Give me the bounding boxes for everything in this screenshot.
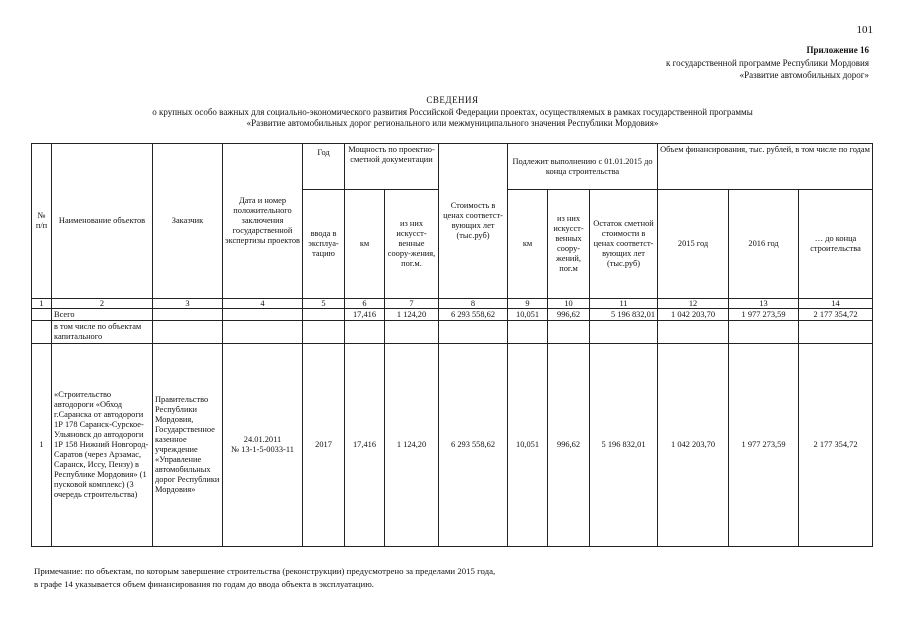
appendix-line-1: к государственной программе Республики Мордовия: [666, 57, 869, 68]
row-expertise-date: 24.01.2011: [243, 435, 282, 444]
header-end: … до конца строительства: [799, 190, 873, 299]
col-number: 7: [385, 299, 439, 309]
subtotal-empty: [32, 321, 52, 344]
column-number-row: [32, 299, 873, 309]
subtotal-empty: [658, 321, 729, 344]
subtotal-empty: [303, 321, 345, 344]
header-cost: Стоимость в ценах соответст-вующих лет (тыс.руб): [439, 144, 508, 299]
footnote-line-1: Примечание: по объектам, по которым завершение строительства (реконструкции) предусмотрено за пределами 2015 года,: [34, 566, 496, 576]
total-km: 17,416: [345, 309, 385, 321]
page-number: 101: [856, 24, 873, 36]
row-num: 1: [32, 344, 52, 547]
col-number: 2: [52, 299, 153, 309]
col-number: 6: [345, 299, 385, 309]
col-number: 8: [439, 299, 508, 309]
footnote-line-2: в графе 14 указывается объем финансирования по годам до ввода объекта в эксплуатацию.: [34, 578, 374, 589]
header-capacity-km: км: [345, 190, 385, 299]
header-name: Наименование объектов: [52, 144, 153, 299]
col-number: 9: [508, 299, 548, 309]
total-label: Всего: [52, 309, 153, 321]
total-todo-art: 996,62: [548, 309, 590, 321]
footnote: [34, 565, 495, 590]
header-expertise: Дата и номер положительного заключения государственной экспертизы проектов: [223, 144, 303, 299]
header-year: Год: [303, 144, 345, 190]
total-end: 2 177 354,72: [799, 309, 873, 321]
total-empty: [223, 309, 303, 321]
row-2016: 1 977 273,59: [729, 344, 799, 547]
appendix-line-2: «Развитие автомобильных дорог»: [739, 70, 869, 80]
header-todo: Подлежит выполнению с 01.01.2015 до конца строительства: [508, 144, 658, 190]
subtotal-empty: [439, 321, 508, 344]
col-number: 4: [223, 299, 303, 309]
col-number: 13: [729, 299, 799, 309]
header-todo-art: из них искусст-венных соору-жений, пог.м: [548, 190, 590, 299]
col-number: 5: [303, 299, 345, 309]
subtotal-label: в том числе по объектам капитального: [52, 321, 153, 344]
total-empty: [153, 309, 223, 321]
document-title: СВЕДЕНИЯ: [426, 95, 479, 105]
header-2016: 2016 год: [729, 190, 799, 299]
header-capacity: Мощность по проектно-сметной документации: [345, 144, 439, 190]
appendix-header: [666, 44, 869, 82]
col-number: 11: [590, 299, 658, 309]
row-art: 1 124,20: [385, 344, 439, 547]
subtotal-empty: [508, 321, 548, 344]
subtotal-empty: [729, 321, 799, 344]
subtotal-empty: [590, 321, 658, 344]
subtotal-empty: [223, 321, 303, 344]
subtotal-empty: [799, 321, 873, 344]
header-finance: Объем финансирования, тыс. рублей, в том числе по годам: [658, 144, 873, 190]
projects-table: [31, 143, 873, 547]
subtotal-empty: [548, 321, 590, 344]
row-end: 2 177 354,72: [799, 344, 873, 547]
header-capacity-art: из них искусст-венные соору-жения, пог.м.: [385, 190, 439, 299]
total-empty: [32, 309, 52, 321]
header-num: № п/п: [32, 144, 52, 299]
total-2016: 1 977 273,59: [729, 309, 799, 321]
table-row: [32, 344, 873, 547]
total-todo-rest: 5 196 832,01: [590, 309, 658, 321]
col-number: 12: [658, 299, 729, 309]
row-km: 17,416: [345, 344, 385, 547]
row-year: 2017: [303, 344, 345, 547]
row-2015: 1 042 203,70: [658, 344, 729, 547]
subtotal-empty: [345, 321, 385, 344]
row-todo-km: 10,051: [508, 344, 548, 547]
total-2015: 1 042 203,70: [658, 309, 729, 321]
header-row-1: [32, 144, 873, 190]
header-2015: 2015 год: [658, 190, 729, 299]
col-number: 3: [153, 299, 223, 309]
row-expertise: [223, 344, 303, 547]
total-cost: 6 293 558,62: [439, 309, 508, 321]
appendix-title: Приложение 16: [806, 45, 869, 55]
row-todo-art: 996,62: [548, 344, 590, 547]
total-empty: [303, 309, 345, 321]
header-customer: Заказчик: [153, 144, 223, 299]
total-art: 1 124,20: [385, 309, 439, 321]
total-todo-km: 10,051: [508, 309, 548, 321]
subtotal-empty: [153, 321, 223, 344]
col-number: 14: [799, 299, 873, 309]
header-year-sub: ввода в эксплуа-тацию: [303, 190, 345, 299]
header-todo-km: км: [508, 190, 548, 299]
subtotal-empty: [385, 321, 439, 344]
row-customer: Правительство Республики Мордовия, Государственное казенное учреждение «Управление автомобильных дорог Республики Мордовия»: [153, 344, 223, 547]
col-number: 10: [548, 299, 590, 309]
document-subtitle-2: «Развитие автомобильных дорог регионального или межмуниципального значения Республики Мордовия»: [246, 118, 659, 128]
row-todo-rest: 5 196 832,01: [590, 344, 658, 547]
row-cost: 6 293 558,62: [439, 344, 508, 547]
row-expertise-number: № 13-1-5-0033-11: [231, 445, 294, 454]
col-number: 1: [32, 299, 52, 309]
document-heading: [0, 95, 905, 130]
row-name: «Строительство автодороги «Обход г.Саранска от автодороги 1Р 178 Саранск-Сурское-Ульяновск до автодороги 1Р 158 Нижний Новгород-Саратов (через Арзамас, Саранск, Иссу, Пензу) в Республике Мордовия» (1 пусковой комплекс) (3 очередь строительства): [52, 344, 153, 547]
header-todo-rest: Остаток сметной стоимости в ценах соответст-вующих лет (тыс.руб): [590, 190, 658, 299]
total-row: [32, 309, 873, 321]
subtotal-row: [32, 321, 873, 344]
document-subtitle-1: о крупных особо важных для социально-экономического развития Российской Федерации проектах, осуществляемых в рамках государственной программы: [152, 106, 753, 117]
